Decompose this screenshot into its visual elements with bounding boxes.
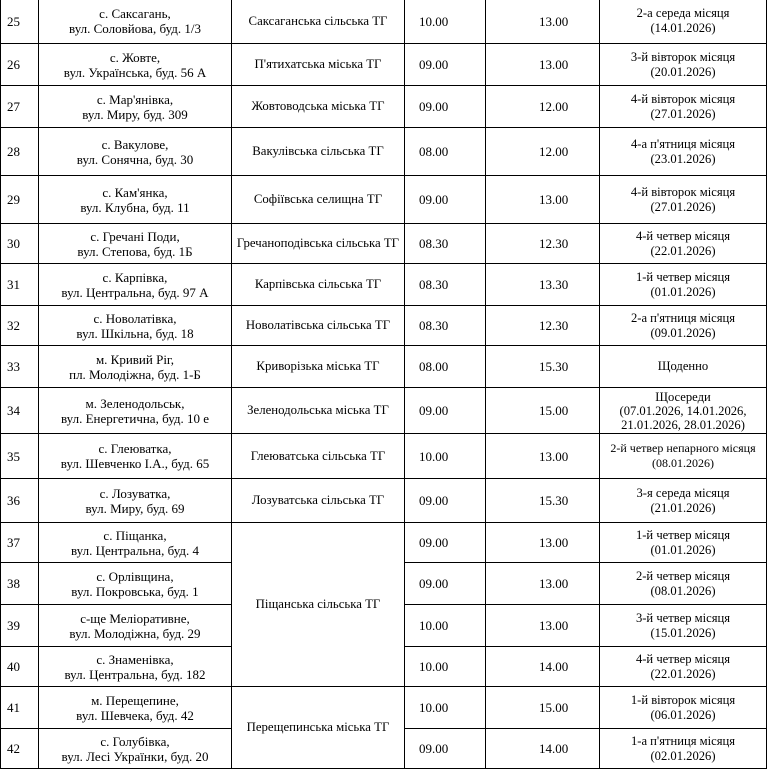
schedule-date: (20.01.2026)	[650, 64, 716, 79]
end-time: 15.30	[486, 346, 600, 388]
schedule-date: (21.01.2026)	[650, 500, 716, 515]
schedule-text: 4-й вівторок місяця	[630, 91, 736, 106]
schedule-cell	[600, 434, 767, 479]
address-street: вул. Покровська, буд. 1	[71, 583, 199, 599]
address-cell	[39, 563, 232, 605]
schedule-cell	[600, 388, 767, 434]
end-time: 13.00	[486, 523, 600, 563]
schedule-text: 3-й четвер місяця	[635, 610, 731, 625]
schedule-date: 21.01.2026, 28.01.2026)	[621, 417, 745, 432]
community-cell: Криворізька міська ТГ	[232, 346, 405, 388]
row-number: 39	[1, 605, 39, 647]
address-cell	[39, 523, 232, 563]
schedule-date: (08.01.2026)	[650, 583, 716, 598]
row-number: 40	[1, 647, 39, 687]
start-time: 09.00	[405, 523, 486, 563]
row-number: 37	[1, 523, 39, 563]
community-cell: Саксаганська сільська ТГ	[232, 0, 405, 44]
end-time: 13.00	[486, 605, 600, 647]
end-time: 14.00	[486, 729, 600, 769]
address-cell	[39, 224, 232, 264]
community-cell: Перещепинська міська ТГ	[232, 687, 405, 769]
end-time: 13.00	[486, 176, 600, 224]
address-settlement: с. Жовте,	[109, 49, 161, 65]
address-settlement: с. Голубівка,	[100, 733, 170, 749]
address-cell	[39, 306, 232, 346]
address-street: вул. Миру, буд. 309	[82, 106, 188, 122]
schedule-cell	[600, 605, 767, 647]
schedule-cell	[600, 563, 767, 605]
row-number: 35	[1, 434, 39, 479]
community-cell: Вакулівська сільська ТГ	[232, 128, 405, 176]
community-cell: П'ятихатська міська ТГ	[232, 44, 405, 86]
schedule-date: (06.01.2026)	[650, 707, 716, 722]
end-time: 12.00	[486, 86, 600, 128]
start-time: 09.00	[405, 388, 486, 434]
row-number: 36	[1, 479, 39, 523]
address-settlement: с. Лозуватка,	[99, 485, 171, 501]
address-cell	[39, 729, 232, 769]
start-time: 10.00	[405, 434, 486, 479]
community-cell: Новолатівська сільська ТГ	[232, 306, 405, 346]
address-settlement: с. Орлівщина,	[96, 568, 174, 584]
address-settlement: с. Кам'янка,	[102, 184, 168, 200]
schedule-text: 2-а середа місяця	[636, 6, 730, 20]
schedule-date: (22.01.2026)	[650, 666, 716, 681]
address-cell	[39, 0, 232, 44]
table-row	[1, 346, 767, 388]
schedule-cell	[600, 264, 767, 306]
start-time: 08.30	[405, 264, 486, 306]
row-number: 30	[1, 224, 39, 264]
row-number: 29	[1, 176, 39, 224]
start-time: 10.00	[405, 647, 486, 687]
schedule-text: 1-й вівторок місяця	[630, 692, 736, 707]
table-row	[1, 176, 767, 224]
row-number: 33	[1, 346, 39, 388]
row-number: 26	[1, 44, 39, 86]
table-row	[1, 86, 767, 128]
address-street: вул. Степова, буд. 1Б	[77, 243, 193, 259]
schedule-cell	[600, 44, 767, 86]
schedule-text: 2-а п'ятниця місяця	[630, 310, 736, 325]
community-cell: Жовтоводська міська ТГ	[232, 86, 405, 128]
schedule-text: 4-а п'ятниця місяця	[630, 136, 736, 151]
community-cell: Софіївська селищна ТГ	[232, 176, 405, 224]
address-cell	[39, 605, 232, 647]
community-cell: Гречаноподівська сільська ТГ	[232, 224, 405, 264]
start-time: 09.00	[405, 44, 486, 86]
start-time: 10.00	[405, 605, 486, 647]
schedule-cell	[600, 647, 767, 687]
schedule-text: 2-й четвер місяця	[635, 568, 731, 583]
schedule-date: (27.01.2026)	[650, 106, 716, 121]
row-number: 34	[1, 388, 39, 434]
schedule-cell	[600, 224, 767, 264]
schedule-date: (09.01.2026)	[650, 325, 716, 340]
address-street: вул. Шевчека, буд. 42	[76, 707, 194, 723]
address-settlement: с. Новолатівка,	[93, 310, 177, 326]
row-number: 25	[1, 0, 39, 44]
schedule-text: 1-а п'ятниця місяця	[630, 733, 736, 748]
address-street: вул. Шевченко І.А., буд. 65	[60, 456, 210, 471]
end-time: 12.30	[486, 306, 600, 346]
table-row	[1, 0, 767, 44]
start-time: 08.00	[405, 346, 486, 388]
schedule-text: Щоденно	[657, 359, 709, 373]
schedule-date: (02.01.2026)	[650, 748, 716, 763]
start-time: 10.00	[405, 0, 486, 44]
end-time: 13.30	[486, 264, 600, 306]
schedule-date: (22.01.2026)	[650, 243, 716, 258]
table-row	[1, 523, 767, 563]
schedule-date: (15.01.2026)	[650, 625, 716, 640]
address-cell	[39, 687, 232, 729]
schedule-date: (07.01.2026, 14.01.2026,	[619, 403, 747, 418]
community-cell: Карпівська сільська ТГ	[232, 264, 405, 306]
schedule-date: (27.01.2026)	[650, 199, 716, 214]
table-row	[1, 306, 767, 346]
address-settlement: с. Піщанка,	[103, 527, 167, 543]
row-number: 42	[1, 729, 39, 769]
start-time: 09.00	[405, 86, 486, 128]
start-time: 09.00	[405, 729, 486, 769]
end-time: 13.00	[486, 563, 600, 605]
address-street: вул. Клубна, буд. 11	[80, 199, 190, 215]
community-cell: Лозуватська сільська ТГ	[232, 479, 405, 523]
address-settlement: с. Мар'янівка,	[96, 91, 174, 107]
schedule-cell	[600, 128, 767, 176]
address-cell	[39, 434, 232, 479]
schedule-date: (01.01.2026)	[650, 542, 716, 557]
address-street: пл. Молодіжна, буд. 1-Б	[69, 366, 201, 382]
table-row	[1, 44, 767, 86]
schedule-date: (08.01.2026)	[652, 456, 714, 470]
end-time: 13.00	[486, 44, 600, 86]
schedule-text: Щосереди	[655, 389, 711, 404]
address-settlement: м. Перещепине,	[91, 692, 179, 708]
address-street: вул. Лесі Українки, буд. 20	[61, 748, 209, 764]
address-settlement: м. Кривий Ріг,	[95, 351, 175, 367]
end-time: 15.00	[486, 388, 600, 434]
address-cell	[39, 264, 232, 306]
address-cell	[39, 44, 232, 86]
end-time: 13.00	[486, 434, 600, 479]
address-street: вул. Миру, буд. 69	[85, 500, 185, 516]
row-number: 38	[1, 563, 39, 605]
row-number: 28	[1, 128, 39, 176]
table-row	[1, 224, 767, 264]
address-street: вул. Сонячна, буд. 30	[76, 151, 194, 167]
schedule-cell	[600, 523, 767, 563]
community-cell: Глеюватська сільська ТГ	[232, 434, 405, 479]
address-settlement: с-ще Меліоративне,	[80, 610, 190, 626]
row-number: 27	[1, 86, 39, 128]
end-time: 12.30	[486, 224, 600, 264]
table-row	[1, 479, 767, 523]
schedule-text: 2-й четвер непарного місяця	[610, 441, 756, 455]
address-cell	[39, 346, 232, 388]
schedule-cell	[600, 86, 767, 128]
address-street: вул. Молодіжна, буд. 29	[69, 625, 201, 641]
address-street: вул. Енергетична, буд. 10 е	[60, 410, 210, 426]
schedule-cell	[600, 346, 767, 388]
end-time: 15.00	[486, 687, 600, 729]
address-settlement: с. Саксагань,	[99, 6, 171, 21]
row-number: 32	[1, 306, 39, 346]
address-settlement: с. Глеюватка,	[98, 441, 172, 456]
address-settlement: с. Вакулове,	[101, 136, 169, 152]
schedule-text: 3-я середа місяця	[636, 485, 730, 500]
address-settlement: с. Знаменівка,	[96, 651, 174, 667]
schedule-cell	[600, 176, 767, 224]
schedule-date: (23.01.2026)	[650, 151, 716, 166]
row-number: 31	[1, 264, 39, 306]
address-settlement: с. Карпівка,	[102, 269, 168, 285]
end-time: 12.00	[486, 128, 600, 176]
table-row	[1, 128, 767, 176]
address-street: вул. Шкільна, буд. 18	[76, 325, 194, 341]
schedule-cell	[600, 479, 767, 523]
address-cell	[39, 128, 232, 176]
schedule-text: 1-й четвер місяця	[635, 527, 731, 542]
schedule-text: 4-й вівторок місяця	[630, 184, 736, 199]
address-street: вул. Центральна, буд. 182	[64, 666, 206, 682]
table-row	[1, 687, 767, 729]
address-cell	[39, 647, 232, 687]
schedule-cell	[600, 687, 767, 729]
address-street: вул. Соловйова, буд. 1/3	[69, 21, 201, 36]
start-time: 08.30	[405, 306, 486, 346]
schedule-text: 3-й вівторок місяця	[630, 49, 736, 64]
schedule-text: 4-й четвер місяця	[635, 651, 731, 666]
address-street: вул. Центральна, буд. 4	[70, 542, 199, 558]
start-time: 09.00	[405, 176, 486, 224]
table-row	[1, 434, 767, 479]
schedule-date: (14.01.2026)	[650, 21, 716, 35]
end-time: 14.00	[486, 647, 600, 687]
table-row	[1, 388, 767, 434]
address-cell	[39, 176, 232, 224]
community-cell: Зеленодольська міська ТГ	[232, 388, 405, 434]
address-cell	[39, 86, 232, 128]
start-time: 08.00	[405, 128, 486, 176]
address-cell	[39, 479, 232, 523]
start-time: 09.00	[405, 563, 486, 605]
schedule-cell	[600, 729, 767, 769]
address-street: вул. Українська, буд. 56 А	[63, 64, 207, 80]
community-cell: Піщанська сільська ТГ	[232, 523, 405, 687]
schedule-text: 1-й четвер місяця	[635, 269, 731, 284]
schedule-cell	[600, 0, 767, 44]
row-number: 41	[1, 687, 39, 729]
schedule-cell	[600, 306, 767, 346]
address-cell	[39, 388, 232, 434]
address-settlement: м. Зеленодольськ,	[85, 395, 185, 411]
address-street: вул. Центральна, буд. 97 А	[61, 284, 209, 300]
address-settlement: с. Гречані Поди,	[90, 228, 180, 244]
end-time: 13.00	[486, 0, 600, 44]
start-time: 09.00	[405, 479, 486, 523]
schedule-date: (01.01.2026)	[650, 284, 716, 299]
end-time: 15.30	[486, 479, 600, 523]
start-time: 08.30	[405, 224, 486, 264]
table-row	[1, 264, 767, 306]
schedule-text: 4-й четвер місяця	[635, 228, 731, 243]
start-time: 10.00	[405, 687, 486, 729]
